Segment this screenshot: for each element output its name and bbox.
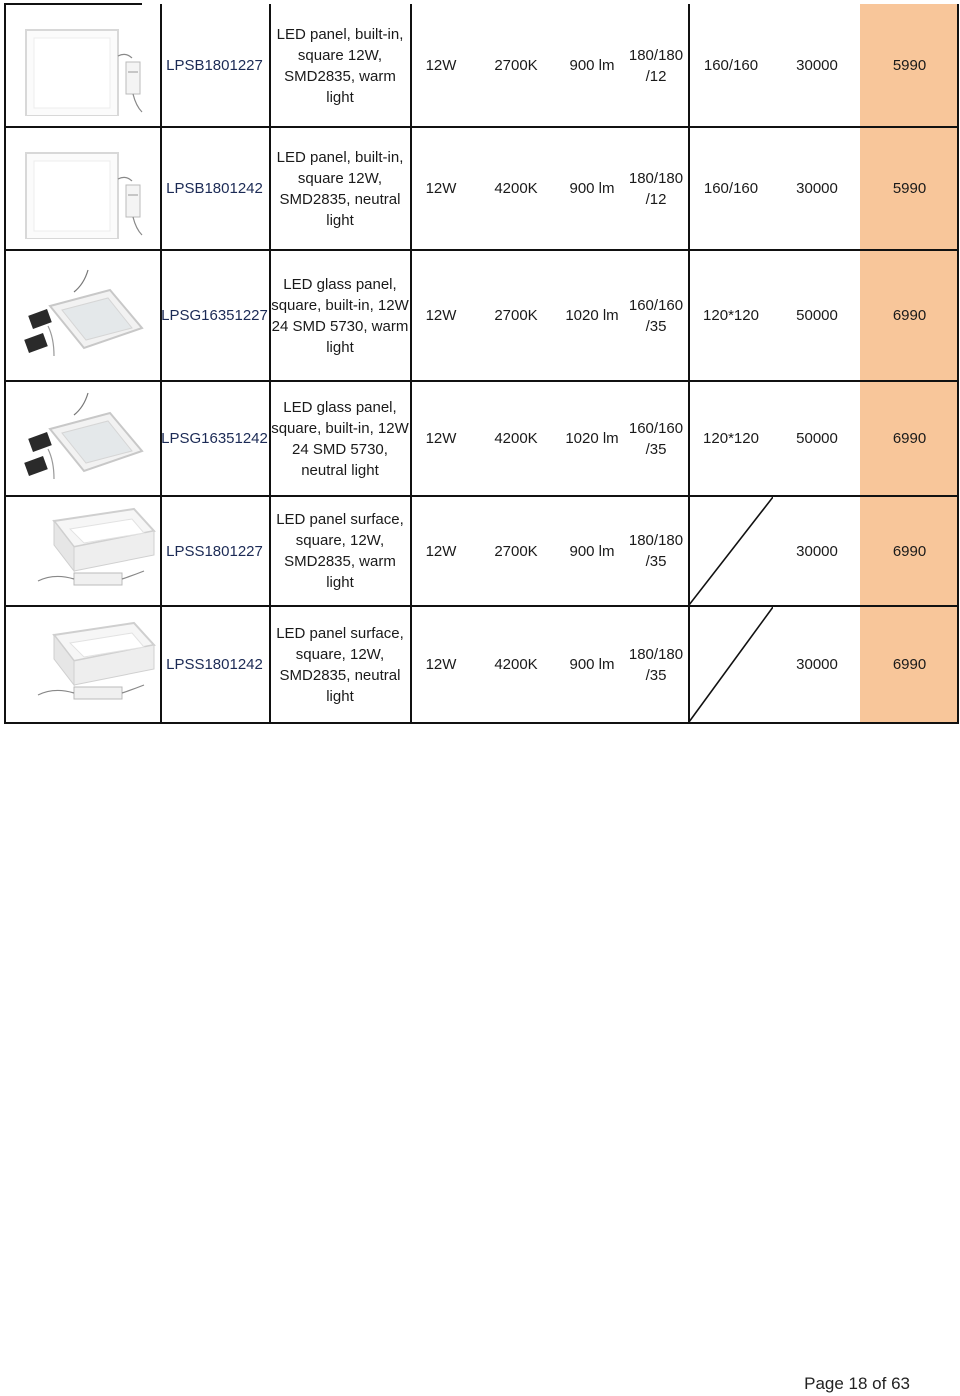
price-value: 5990 — [892, 57, 927, 74]
description-line: light — [326, 338, 354, 356]
cell-power — [412, 128, 470, 249]
cell-flux — [560, 5, 624, 126]
dimension-line: 160/160 — [628, 296, 684, 314]
cell-flux — [560, 382, 624, 495]
cell-flux — [560, 128, 624, 249]
table-bottom-border — [4, 722, 959, 724]
cell-flux — [560, 251, 624, 380]
dimension-line: /12 — [645, 67, 667, 85]
cell-dimensions — [624, 128, 688, 249]
cct-value: 4200K — [494, 180, 538, 197]
cct-value: 4200K — [494, 656, 538, 673]
description-line: SMD2835, neutral — [279, 666, 401, 684]
cell-flux — [560, 607, 624, 722]
glass-panel-image — [14, 266, 158, 366]
power-value: 12W — [425, 430, 457, 447]
cell-power — [412, 382, 470, 495]
dimension-line: 160/160 — [628, 419, 684, 437]
flux-value: 900 lm — [569, 180, 615, 197]
cell-flux — [560, 497, 624, 605]
product-code-text: LPSS1801242 — [166, 656, 263, 673]
cell-cct — [472, 607, 560, 722]
col-border — [4, 4, 6, 724]
power-value: 12W — [425, 180, 457, 197]
power-value: 12W — [425, 542, 457, 560]
description-line: light — [326, 88, 354, 106]
description-line: 24 SMD 5730, — [292, 440, 388, 458]
product-code — [160, 382, 269, 495]
square-panel-builtin-image — [14, 16, 158, 116]
flux-value: 900 lm — [569, 542, 615, 560]
square-panel-builtin-image — [14, 139, 158, 239]
cell-price — [862, 251, 957, 380]
description-line: LED panel, built-in, — [276, 148, 404, 166]
cell-life — [772, 251, 862, 380]
flux-value: 900 lm — [569, 57, 615, 74]
cell-dimensions — [624, 382, 688, 495]
cut-value: 160/160 — [703, 180, 759, 197]
price-value: 6990 — [892, 307, 927, 324]
dimension-line: 180/180 — [628, 645, 684, 663]
description-line: light — [326, 687, 354, 705]
cell-life — [772, 607, 862, 722]
surface-panel-image — [14, 501, 158, 601]
description-line: 24 SMD 5730, warm — [271, 317, 409, 335]
description-line: SMD2835, warm — [284, 553, 396, 570]
product-code-text: LPSG16351242 — [161, 430, 268, 447]
product-code — [160, 5, 269, 126]
description-line: square, 12W, — [295, 645, 385, 663]
cct-value: 4200K — [494, 430, 538, 447]
description-line: LED panel, built-in, — [276, 25, 404, 43]
cell-cct — [472, 497, 560, 605]
description-line: light — [326, 211, 354, 229]
cell-cut — [690, 251, 772, 380]
cct-value: 2700K — [494, 542, 538, 560]
cell-cct — [472, 382, 560, 495]
col-border — [957, 4, 959, 724]
cell-life — [772, 128, 862, 249]
dimension-line: /35 — [645, 440, 667, 458]
life-value: 30000 — [796, 57, 838, 74]
description-line: square 12W, — [297, 46, 383, 64]
product-description — [270, 497, 410, 605]
product-code-text: LPSS1801227 — [166, 542, 263, 560]
cell-power — [412, 497, 470, 605]
product-description — [270, 128, 410, 249]
cell-cut — [690, 5, 772, 126]
cell-life — [772, 382, 862, 495]
cell-price — [862, 382, 957, 495]
life-value: 50000 — [796, 307, 838, 324]
cct-value: 2700K — [494, 307, 538, 324]
product-code — [160, 497, 269, 605]
product-code — [160, 128, 269, 249]
cell-price — [862, 128, 957, 249]
life-value: 30000 — [796, 180, 838, 197]
product-description — [270, 607, 410, 722]
cell-cct — [472, 251, 560, 380]
description-line: square, built-in, 12W — [271, 419, 409, 437]
description-line: LED panel surface, — [276, 624, 404, 642]
cell-dimensions — [624, 607, 688, 722]
product-code-text: LPSG16351227 — [161, 307, 268, 324]
description-line: square, built-in, 12W — [271, 296, 409, 314]
power-value: 12W — [425, 57, 457, 74]
table-top-border — [4, 3, 142, 5]
glass-panel-image — [14, 389, 158, 489]
flux-value: 900 lm — [569, 656, 615, 673]
product-code-text: LPSB1801242 — [166, 180, 263, 197]
description-line: LED glass panel, — [283, 275, 397, 293]
description-line: light — [326, 574, 354, 591]
description-line: LED glass panel, — [283, 398, 397, 416]
cell-life — [772, 5, 862, 126]
cell-life — [772, 497, 862, 605]
surface-panel-image — [14, 615, 158, 715]
description-line: square, 12W, — [295, 532, 385, 549]
cell-dimensions — [624, 497, 688, 605]
page-number: Page 18 of 63 — [804, 1374, 910, 1393]
product-description — [270, 251, 410, 380]
cut-value: 160/160 — [703, 57, 759, 74]
cut-value: 120*120 — [703, 430, 759, 447]
cell-dimensions — [624, 251, 688, 380]
cell-cut — [690, 607, 772, 722]
cell-cut — [690, 382, 772, 495]
cell-cut — [690, 497, 772, 605]
power-value: 12W — [425, 307, 457, 324]
flux-value: 1020 lm — [565, 430, 619, 447]
price-value: 5990 — [892, 180, 927, 197]
cell-cut — [690, 128, 772, 249]
cell-cct — [472, 128, 560, 249]
price-value: 6990 — [892, 656, 927, 673]
dimension-line: /35 — [645, 553, 667, 570]
dimension-line: 180/180 — [628, 46, 684, 64]
cell-power — [412, 5, 470, 126]
description-line: LED panel surface, — [276, 511, 404, 528]
cell-power — [412, 251, 470, 380]
cut-value: 120*120 — [703, 307, 759, 324]
product-code — [160, 607, 269, 722]
cell-price — [862, 497, 957, 605]
description-line: neutral light — [301, 461, 379, 479]
cell-power — [412, 607, 470, 722]
life-value: 50000 — [796, 430, 838, 447]
dimension-line: /12 — [645, 190, 667, 208]
description-line: square 12W, — [297, 169, 383, 187]
cell-price — [862, 607, 957, 722]
dimension-line: 180/180 — [628, 169, 684, 187]
life-value: 30000 — [796, 542, 838, 560]
dimension-line: 180/180 — [628, 532, 684, 549]
description-line: SMD2835, warm — [284, 67, 396, 85]
price-value: 6990 — [892, 430, 927, 447]
power-value: 12W — [425, 656, 457, 673]
price-value: 6990 — [892, 542, 927, 560]
dimension-line: /35 — [645, 666, 667, 684]
flux-value: 1020 lm — [565, 307, 619, 324]
product-description — [270, 5, 410, 126]
product-description — [270, 382, 410, 495]
product-code-text: LPSB1801227 — [166, 57, 263, 74]
description-line: SMD2835, neutral — [279, 190, 401, 208]
cell-cct — [472, 5, 560, 126]
life-value: 30000 — [796, 656, 838, 673]
product-code — [160, 251, 269, 380]
cell-dimensions — [624, 5, 688, 126]
dimension-line: /35 — [645, 317, 667, 335]
cct-value: 2700K — [494, 57, 538, 74]
cell-price — [862, 5, 957, 126]
